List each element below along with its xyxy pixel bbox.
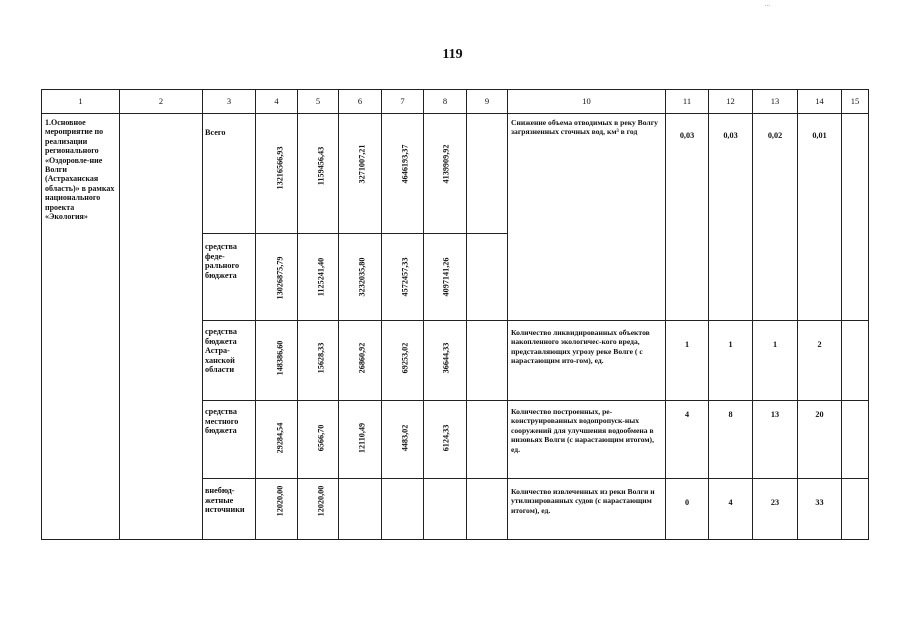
funding-source-local: средства местного бюджета: [205, 407, 239, 436]
indicator-value: 1: [772, 340, 778, 349]
indicator-value: 0,03: [723, 131, 738, 140]
indicator-value: 20: [815, 410, 824, 419]
funding-value: 3271007,21: [357, 144, 367, 184]
funding-value: 1159456,43: [316, 146, 326, 186]
header-col-4: 4: [274, 96, 279, 106]
funding-value: 6124,33: [441, 424, 451, 452]
header-col-12: 12: [726, 96, 735, 106]
corner-mark: ...: [764, 0, 770, 8]
indicator-value: 33: [815, 498, 824, 507]
indicator-value: 23: [770, 498, 780, 507]
header-col-8: 8: [442, 96, 448, 106]
funding-value: 4572457,33: [400, 257, 410, 297]
funding-source-extrabudgetary: внебюд-жетные источники: [205, 486, 245, 515]
header-col-3: 3: [226, 96, 232, 106]
header-col-10: 10: [582, 96, 591, 106]
funding-value: 4139909,92: [441, 144, 451, 184]
funding-source-total: Всего: [205, 128, 226, 137]
funding-value: 13216566,93: [275, 146, 285, 190]
funding-value: 12020,00: [316, 485, 326, 517]
header-col-11: 11: [682, 96, 692, 106]
indicator-value: 8: [728, 410, 733, 419]
header-col-5: 5: [315, 96, 321, 106]
activity-name: 1.Основное мероприятие по реализации регионального «Оздоровле-ние Волги (Астраханская область)» в рамках национального проекта «Экология»: [45, 118, 115, 222]
indicator-value: 1: [728, 340, 733, 349]
header-col-7: 7: [400, 96, 405, 106]
funding-value: 15628,33: [316, 342, 326, 374]
header-col-2: 2: [158, 96, 164, 106]
indicator-value: 4: [684, 410, 690, 419]
indicator-name: Количество извлеченных из реки Волги и утилизированных судов (с нарастающим итогом), ед.: [511, 487, 655, 515]
indicator-name: Снижение объема отводимых в реку Волгу загрязненных сточных вод, км³ в год: [511, 118, 658, 137]
header-col-15: 15: [850, 96, 860, 106]
header-col-9: 9: [484, 96, 490, 106]
funding-value: 3232035,80: [357, 257, 367, 297]
funding-value: 6566,70: [316, 424, 326, 452]
indicator-value: 2: [817, 340, 822, 349]
indicator-value: 0: [684, 498, 690, 507]
indicator-name: Количество построенных, ре-конструированных водопропуск-ных сооружений для улучшения водообмена в низовьях Волги (с нарастающим итогом), ед.: [511, 407, 654, 454]
funding-value: 29284,54: [275, 422, 285, 454]
header-col-13: 13: [770, 96, 780, 106]
funding-value: 26860,92: [357, 342, 367, 374]
funding-value: 4097141,26: [441, 257, 451, 297]
indicator-value: 4: [728, 498, 733, 507]
funding-value: 4483,02: [400, 424, 410, 452]
funding-value: 12020,00: [275, 485, 285, 517]
funding-source-federal: средства феде-рального бюджета: [205, 242, 240, 280]
indicator-value: 0,02: [767, 131, 783, 140]
funding-value: 13026875,79: [275, 256, 285, 300]
indicator-value: 0,03: [679, 131, 695, 140]
header-col-6: 6: [357, 96, 363, 106]
header-col-1: 1: [78, 96, 83, 106]
funding-value: 69253,02: [400, 342, 410, 374]
indicator-value: 13: [770, 410, 780, 419]
funding-value: 1125241,40: [316, 257, 326, 297]
funding-source-regional: средства бюджета Астра-ханской области: [205, 327, 238, 375]
indicator-value: 0,01: [812, 131, 827, 140]
funding-value: 148386,60: [275, 340, 285, 376]
indicator-name: Количество ликвидированных объектов накопленного экологичес-кого вреда, представляющих угрозу реке Волге ( с нарастающим ито-гом), ед.: [511, 328, 650, 366]
page-number: 119: [442, 47, 463, 62]
indicator-value: 1: [684, 340, 690, 349]
funding-value: 12110,49: [357, 422, 367, 454]
header-col-14: 14: [815, 96, 824, 106]
funding-value: 4646193,37: [400, 144, 410, 184]
funding-value: 36644,33: [441, 342, 451, 374]
